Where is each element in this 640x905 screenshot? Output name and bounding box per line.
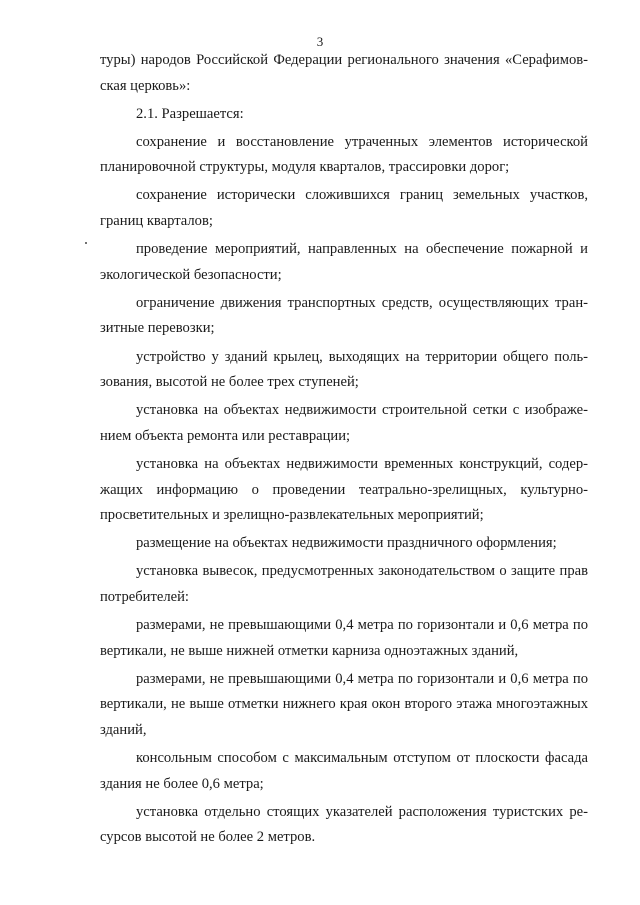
paragraph-line: просветительных и зрелищно-развлекательных мероприятий;	[100, 507, 484, 524]
paragraph	[100, 559, 588, 610]
paragraph-line: устройство у зданий крылец, выходящих на территории общего поль-	[136, 348, 588, 365]
scan-speck	[85, 242, 87, 244]
paragraph-line: размещение на объектах недвижимости праздничного оформления;	[136, 535, 557, 552]
paragraph-line: размерами, не превышающими 0,4 метра по горизонтали и 0,6 метра по	[136, 616, 588, 633]
paragraph-line: вертикали, не выше отметки нижнего края окон второго этажа многоэтажных	[100, 696, 588, 713]
paragraph	[100, 183, 588, 234]
paragraph	[100, 452, 588, 529]
paragraph-line: зования, высотой не более трех ступеней;	[100, 374, 359, 391]
paragraph-line: жащих информацию о проведении театрально-зрелищных, культурно-	[100, 481, 588, 498]
paragraph	[100, 345, 588, 396]
paragraph-line: установка вывесок, предусмотренных законодательством о защите прав	[136, 563, 588, 580]
paragraph-line: установка на объектах недвижимости строительной сетки с изображе-	[136, 402, 588, 419]
paragraph-line: размерами, не превышающими 0,4 метра по горизонтали и 0,6 метра по	[136, 670, 588, 687]
paragraph-line: проведение мероприятий, направленных на обеспечение пожарной и	[136, 241, 588, 258]
paragraph	[100, 48, 588, 99]
page-number: 3	[316, 34, 324, 49]
paragraph-line: сурсов высотой не более 2 метров.	[100, 829, 316, 846]
paragraph-line: сохранение и восстановление утраченных элементов исторической	[136, 133, 588, 150]
paragraph	[100, 102, 588, 128]
paragraph-line: зданий,	[100, 721, 147, 738]
paragraph-line: планировочной структуры, модуля кварталов, трассировки дорог;	[100, 159, 510, 176]
paragraph	[100, 613, 588, 664]
paragraph	[100, 291, 588, 342]
paragraph-line: потребителей:	[100, 588, 189, 605]
paragraph-line: ская церковь»:	[100, 77, 191, 94]
document-body	[100, 48, 588, 853]
paragraph	[100, 667, 588, 744]
paragraph-line: границ кварталов;	[100, 213, 213, 230]
paragraph	[100, 130, 588, 181]
paragraph	[100, 800, 588, 851]
paragraph	[100, 746, 588, 797]
paragraph-line: туры) народов Российской Федерации регионального значения «Серафимов-	[100, 52, 588, 68]
paragraph-line: ограничение движения транспортных средств, осуществляющих тран-	[136, 294, 588, 311]
paragraph	[100, 398, 588, 449]
paragraph-line: вертикали, не выше нижней отметки карниза одноэтажных зданий,	[100, 642, 519, 659]
paragraph-line: сохранение исторически сложившихся границ земельных участков,	[136, 187, 588, 204]
paragraph-line: экологической безопасности;	[100, 266, 282, 283]
paragraph-line: 2.1. Разрешается:	[136, 105, 244, 122]
paragraph-line: зитные перевозки;	[100, 320, 215, 337]
paragraph	[100, 531, 588, 557]
paragraph-line: установка на объектах недвижимости временных конструкций, содер-	[136, 455, 588, 472]
paragraph-line: консольным способом с максимальным отступом от плоскости фасада	[136, 749, 588, 766]
paragraph-line: установка отдельно стоящих указателей расположения туристских ре-	[136, 803, 588, 820]
paragraph	[100, 237, 588, 288]
paragraph-line: здания не более 0,6 метра;	[100, 775, 264, 792]
paragraph-line: нием объекта ремонта или реставрации;	[100, 427, 351, 444]
